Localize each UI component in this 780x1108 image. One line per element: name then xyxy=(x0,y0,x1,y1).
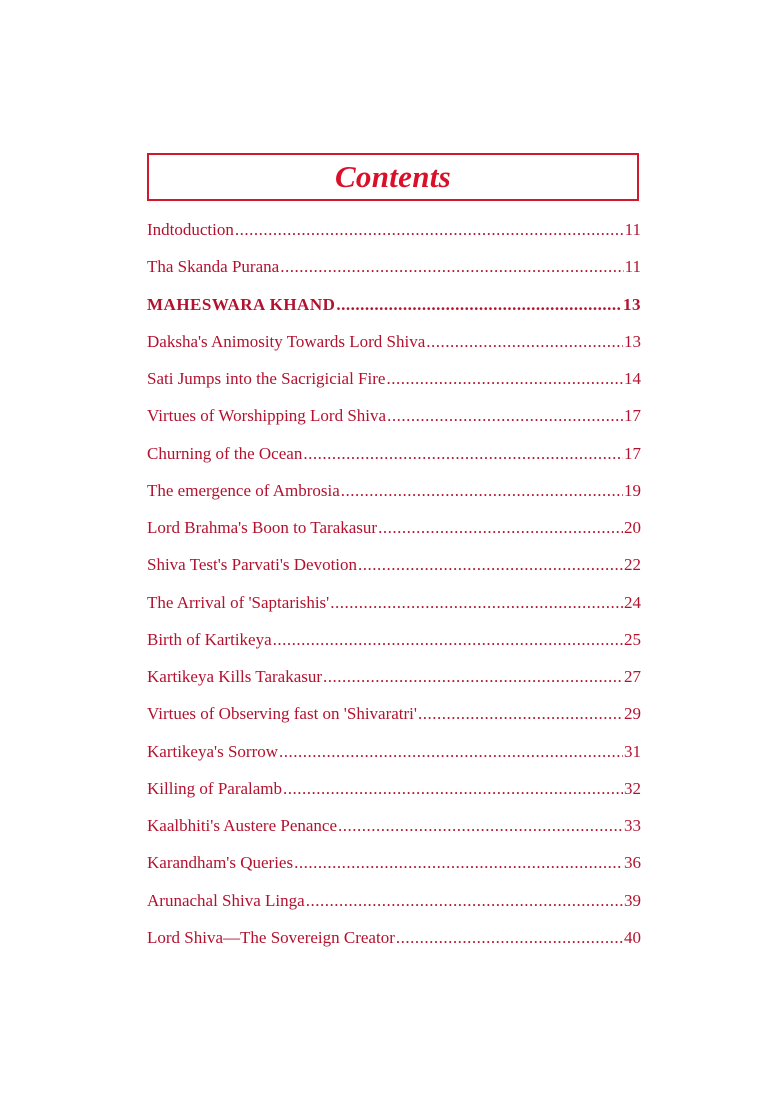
dot-leader xyxy=(338,812,623,840)
toc-entry-title: The emergence of Ambrosia xyxy=(147,480,340,500)
toc-entry xyxy=(147,775,641,812)
toc-entry xyxy=(147,700,641,737)
toc-entry-title: Kartikeya's Sorrow xyxy=(147,741,279,761)
toc-entry-page-number: 19 xyxy=(624,480,641,500)
toc-entry-title: Killing of Paralamb xyxy=(147,778,283,798)
toc-entry xyxy=(147,551,641,588)
dot-leader xyxy=(280,253,623,281)
toc-entry-page-number: 39 xyxy=(624,890,641,910)
toc-entry xyxy=(147,849,641,886)
toc-entry-page-number: 14 xyxy=(624,369,641,388)
toc-entry-title: Daksha's Animosity Towards Lord Shiva xyxy=(147,331,426,351)
dot-leader xyxy=(303,440,623,468)
toc-entry-page-number: 33 xyxy=(624,816,641,835)
dot-leader xyxy=(279,738,623,766)
dot-leader xyxy=(330,589,623,617)
toc-entry-page-number: 31 xyxy=(624,741,641,761)
toc-entry-title: Karandham's Queries xyxy=(147,853,294,873)
toc-entry-title: Birth of Kartikeya xyxy=(147,629,272,649)
toc-entry xyxy=(147,887,641,924)
toc-entry xyxy=(147,924,641,961)
toc-entry-page-number: 13 xyxy=(624,331,641,351)
toc-entry-page-number: 24 xyxy=(624,592,641,612)
toc-entry xyxy=(147,291,641,328)
toc-entry-page-number: 11 xyxy=(624,220,641,239)
toc-entry xyxy=(147,477,641,514)
toc-entry-title: The Arrival of 'Saptarishis' xyxy=(147,592,330,612)
toc-entry xyxy=(147,663,641,700)
toc-entry xyxy=(147,328,641,365)
dot-leader xyxy=(341,477,623,505)
toc-entry-page-number: 36 xyxy=(624,853,641,873)
toc-entry-title: MAHESWARA KHAND xyxy=(147,294,336,314)
toc-entry xyxy=(147,626,641,663)
toc-entry-title: Sati Jumps into the Sacrigicial Fire xyxy=(147,369,386,388)
toc-entry xyxy=(147,253,641,290)
dot-leader xyxy=(386,365,623,393)
toc-entry-page-number: 40 xyxy=(624,927,641,947)
dot-leader xyxy=(378,514,623,542)
toc-entry-title: Tha Skanda Purana xyxy=(147,257,280,277)
dot-leader xyxy=(336,291,622,319)
dot-leader xyxy=(235,216,624,244)
toc-entry-page-number: 22 xyxy=(624,555,641,575)
dot-leader xyxy=(426,328,623,356)
toc-entry xyxy=(147,216,641,253)
table-of-contents xyxy=(147,216,641,961)
toc-entry-title: Virtues of Observing fast on 'Shivaratri' xyxy=(147,704,417,724)
toc-entry-page-number: 25 xyxy=(624,629,641,649)
dot-leader xyxy=(283,775,623,803)
toc-entry-title: Kartikeya Kills Tarakasur xyxy=(147,667,323,686)
toc-entry-page-number: 27 xyxy=(624,667,641,686)
toc-entry-title: Kaalbhiti's Austere Penance xyxy=(147,816,338,835)
dot-leader xyxy=(418,700,623,728)
toc-entry xyxy=(147,812,641,849)
toc-entry-page-number: 32 xyxy=(624,778,641,798)
toc-entry xyxy=(147,738,641,775)
toc-entry xyxy=(147,440,641,477)
dot-leader xyxy=(396,924,623,952)
dot-leader xyxy=(387,402,623,430)
toc-entry-title: Lord Shiva—The Sovereign Creator xyxy=(147,927,395,947)
dot-leader xyxy=(358,551,623,579)
toc-entry-page-number: 11 xyxy=(624,257,641,277)
dot-leader xyxy=(273,626,623,654)
toc-entry-page-number: 17 xyxy=(624,443,641,463)
toc-entry-title: Churning of the Ocean xyxy=(147,443,303,463)
toc-entry xyxy=(147,402,641,439)
toc-entry-page-number: 20 xyxy=(624,518,641,537)
toc-entry xyxy=(147,589,641,626)
toc-entry xyxy=(147,365,641,402)
toc-entry-title: Indtoduction xyxy=(147,220,234,239)
dot-leader xyxy=(294,849,623,877)
dot-leader xyxy=(306,887,623,915)
toc-entry-page-number: 17 xyxy=(624,406,641,426)
toc-entry-title: Arunachal Shiva Linga xyxy=(147,890,305,910)
toc-entry-title: Shiva Test's Parvati's Devotion xyxy=(147,555,358,575)
toc-entry-title: Virtues of Worshipping Lord Shiva xyxy=(147,406,387,426)
toc-entry-title: Lord Brahma's Boon to Tarakasur xyxy=(147,518,378,537)
contents-title-box xyxy=(147,153,639,201)
toc-entry-page-number: 13 xyxy=(623,294,641,314)
dot-leader xyxy=(323,663,623,691)
toc-entry-page-number: 29 xyxy=(624,704,641,724)
page-title: Contents xyxy=(334,159,452,194)
toc-entry xyxy=(147,514,641,551)
